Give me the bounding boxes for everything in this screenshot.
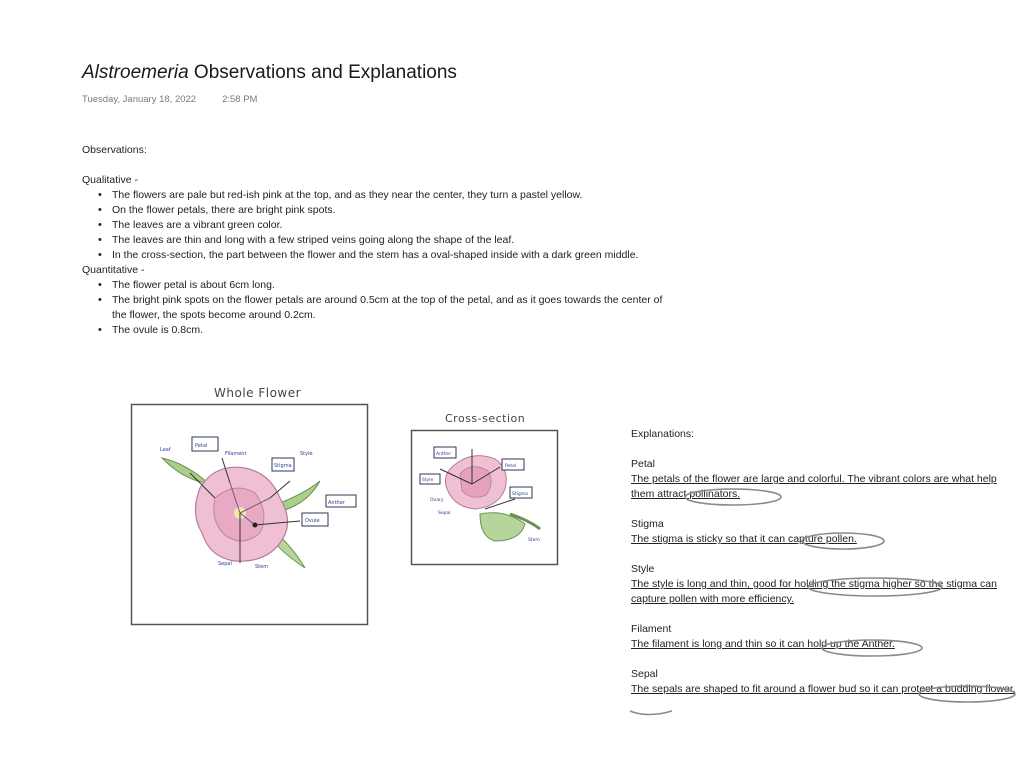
explanation-term: Style bbox=[631, 563, 655, 575]
list-item: • The flowers are pale but red-ish pink at the top, and as they near the center, they turn a pastel yellow. bbox=[112, 188, 702, 203]
whole-tag-stigma: Stigma bbox=[274, 463, 292, 469]
cross-tag-stem: Stem bbox=[528, 538, 540, 543]
list-item: • On the flower petals, there are bright pink spots. bbox=[112, 203, 702, 218]
quantitative-list bbox=[82, 278, 702, 338]
whole-tag-ovule: Ovule bbox=[305, 518, 320, 524]
explanation-sepal bbox=[631, 667, 1016, 697]
whole-tag-petal: Petal bbox=[195, 443, 208, 449]
list-item: • The leaves are thin and long with a few striped veins going along the shape of the leaf. bbox=[112, 233, 702, 248]
whole-tag-style: Style bbox=[300, 451, 313, 457]
explanation-text: The style is long and thin, good for holding the stigma higher so the stigma can capture pollen with more efficiency. bbox=[631, 578, 997, 605]
explanation-text: The stigma is sticky so that it can capture pollen. bbox=[631, 533, 857, 545]
cross-section-label: Cross-section bbox=[445, 412, 526, 425]
explanation-filament bbox=[631, 622, 1016, 652]
cross-tag-ovary: Ovary bbox=[430, 498, 444, 503]
explanations-heading: Explanations: bbox=[631, 428, 695, 440]
qualitative-label: Qualitative - bbox=[82, 174, 139, 186]
list-item: • The flower petal is about 6cm long. bbox=[112, 278, 702, 293]
whole-tag-leaf: Leaf bbox=[160, 447, 171, 453]
page-timestamp bbox=[82, 94, 257, 105]
title-italic-word: Alstroemeria bbox=[82, 62, 189, 83]
explanation-text: The petals of the flower are large and colorful. The vibrant colors are what help them attract pollinators. bbox=[631, 473, 997, 500]
whole-flower-drawing bbox=[130, 403, 370, 627]
cross-tag-petal: Petal bbox=[505, 464, 517, 469]
cross-tag-anther: Anther bbox=[436, 452, 452, 457]
explanation-stigma bbox=[631, 517, 1016, 547]
cross-tag-sepal: Sepal bbox=[438, 511, 451, 516]
list-item: • The leaves are a vibrant green color. bbox=[112, 218, 702, 233]
observations-heading: Observations: bbox=[82, 144, 147, 156]
title-rest: Observations and Explanations bbox=[188, 62, 457, 83]
cross-tag-stigma: Stigma bbox=[512, 492, 528, 497]
page-date: Tuesday, January 18, 2022 bbox=[82, 94, 197, 105]
whole-flower-label: Whole Flower bbox=[214, 386, 302, 400]
explanation-text: The sepals are shaped to fit around a flower bud so it can protect a budding flower. bbox=[631, 683, 1016, 695]
explanations-section bbox=[631, 427, 1016, 712]
explanation-text: The filament is long and thin so it can hold up the Anther. bbox=[631, 638, 895, 650]
explanation-term: Sepal bbox=[631, 668, 658, 680]
page-time: 2:58 PM bbox=[222, 94, 258, 105]
list-item: • The ovule is 0.8cm. bbox=[112, 323, 702, 338]
cross-tag-style: Style bbox=[422, 478, 434, 483]
qualitative-list bbox=[82, 188, 702, 263]
quantitative-label: Quantitative - bbox=[82, 264, 145, 276]
page-title bbox=[82, 62, 457, 84]
whole-tag-filament: Filament bbox=[225, 451, 247, 457]
list-item: • In the cross-section, the part between the flower and the stem has a oval-shaped inside with a dark green middle. bbox=[112, 248, 702, 263]
explanation-term: Petal bbox=[631, 458, 655, 470]
qualitative-section bbox=[82, 173, 702, 263]
list-item: • The bright pink spots on the flower petals are around 0.5cm at the top of the petal, and as it goes towards the center of the flower, the spots become around 0.2cm. bbox=[112, 293, 672, 323]
explanation-term: Filament bbox=[631, 623, 672, 635]
explanation-style bbox=[631, 562, 1016, 607]
quantitative-section bbox=[82, 263, 702, 338]
explanation-term: Stigma bbox=[631, 518, 664, 530]
observations-section bbox=[82, 143, 702, 338]
cross-section-drawing bbox=[410, 429, 560, 567]
explanation-petal bbox=[631, 457, 1016, 502]
whole-tag-anther: Anther bbox=[328, 500, 345, 506]
whole-tag-sepal: Sepal bbox=[218, 561, 232, 567]
whole-tag-stem: Stem bbox=[255, 564, 269, 570]
